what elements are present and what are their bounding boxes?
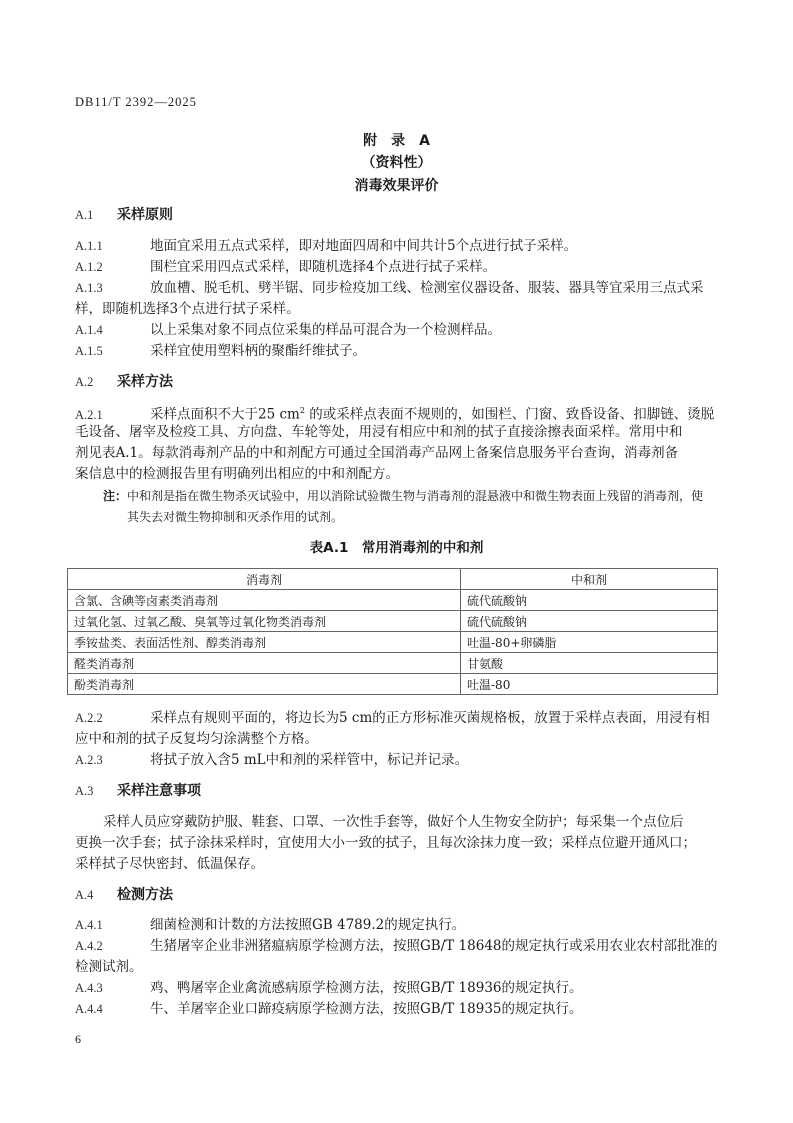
document-code-header: DB11/T 2392—2025 (75, 95, 197, 109)
clause-number: A.2.1 (75, 407, 103, 422)
table-title: 表A.1 常用消毒剂的中和剂 (309, 540, 484, 556)
clause-number: A.2.2 (75, 711, 103, 725)
clause-number: A.1.2 (75, 260, 103, 274)
table-cell: 吐温-80 (461, 674, 718, 695)
page-number: 6 (75, 1032, 81, 1046)
section-title: 采样注意事项 (117, 783, 201, 799)
superscript: 2 (299, 406, 305, 415)
clause-text: 围栏宜采用四点式采样，即随机选择4个点进行拭子采样。 (150, 259, 497, 275)
clause-text-continued: 毛设备、屠宰及检疫工具、方向盘、车轮等处，用浸有相应中和剂的拭子直接涂擦表面采样。常用中和 (75, 424, 683, 440)
clause-text: 将拭子放入含5 mL中和剂的采样管中，标记并记录。 (150, 752, 469, 768)
paragraph-line: 采样拭子尽快密封、低温保存。 (75, 856, 264, 872)
clause-number: A.1.3 (75, 281, 103, 295)
clause-a4-4 (75, 1000, 583, 1018)
section-number: A.4 (75, 888, 94, 902)
clause-a2-3 (75, 751, 468, 769)
clause-number: A.4.4 (75, 1002, 103, 1016)
table-cell: 过氧化氢、过氧乙酸、臭氧等过氧化物类消毒剂 (68, 611, 461, 632)
table-cell: 硫代硫酸钠 (461, 590, 718, 611)
clause-text-continued: 检测试剂。 (75, 959, 143, 975)
clause-text-continued: 应中和剂的拭子反复均匀涂满整个方格。 (75, 731, 318, 747)
clause-number: A.1.4 (75, 323, 103, 337)
clause-a4-2 (75, 937, 718, 955)
table-row (68, 632, 718, 653)
clause-a4-1 (75, 916, 465, 934)
clause-a1-3 (75, 279, 704, 297)
note-label: 注： (103, 489, 128, 503)
table-cell: 酚类消毒剂 (68, 674, 461, 695)
clause-text: 采样点有规则平面的，将边长为5 cm的正方形标准灭菌规格板，放置于采样点表面，用浸有相 (150, 710, 710, 726)
section-title: 采样原则 (117, 207, 173, 223)
table-row (68, 611, 718, 632)
table-cell: 硫代硫酸钠 (461, 611, 718, 632)
paragraph-line: 采样人员应穿戴防护服、鞋套、口罩、一次性手套等，做好个人生物安全防护；每采集一个点位后 (103, 814, 684, 830)
clause-text: 放血槽、脱毛机、劈半锯、同步检疫加工线、检测室仪器设备、服装、器具等宜采用三点式采 (150, 280, 704, 296)
column-header: 消毒剂 (68, 569, 461, 590)
clause-text: 以上采集对象不同点位采集的样品可混合为一个检测样品。 (150, 322, 501, 338)
section-a3-heading (75, 782, 201, 800)
table-row (68, 653, 718, 674)
clause-a1-2 (75, 258, 496, 276)
clause-text: 采样点面积不大于25 cm (150, 406, 300, 423)
table-cell: 吐温-80+卵磷脂 (461, 632, 718, 653)
annex-title: 附 录 A (363, 133, 430, 149)
neutralizer-table (67, 568, 718, 695)
clause-number: A.2.3 (75, 753, 103, 767)
note-text-continued: 其失去对微生物抑制和灭杀作用的试剂。 (127, 510, 344, 524)
clause-a1-4 (75, 321, 501, 339)
clause-text: 采样宜使用塑料柄的聚酯纤维拭子。 (150, 343, 366, 359)
clause-text-continued: 案信息中的检测报告里有明确列出相应的中和剂配方。 (75, 466, 399, 482)
table-cell: 醛类消毒剂 (68, 653, 461, 674)
section-number: A.3 (75, 784, 94, 798)
table-cell: 含氯、含碘等卤素类消毒剂 (68, 590, 461, 611)
section-a2-heading (75, 373, 173, 391)
table-header-row (68, 569, 718, 590)
note (103, 487, 703, 505)
clause-a1-5 (75, 342, 366, 360)
table-cell: 甘氨酸 (461, 653, 718, 674)
clause-a1-1 (75, 237, 577, 255)
section-a4-heading (75, 886, 173, 904)
section-a1-heading (75, 206, 173, 224)
column-header: 中和剂 (461, 569, 718, 590)
annex-type: （资料性） (361, 155, 432, 171)
clause-a2-1 (75, 402, 714, 424)
clause-number: A.1.1 (75, 239, 103, 253)
clause-text: 牛、羊屠宰企业口蹄疫病原学检测方法，按照GB/T 18935的规定执行。 (150, 1001, 583, 1017)
section-title: 采样方法 (117, 374, 173, 390)
clause-number: A.4.1 (75, 918, 103, 932)
annex-name: 消毒效果评价 (354, 178, 439, 194)
clause-text: 的或采样点表面不规则的，如围栏、门窗、致昏设备、扣脚链、烫脱 (304, 406, 715, 423)
clause-text: 生猪屠宰企业非洲猪瘟病原学检测方法，按照GB/T 18648的规定执行或采用农业农村部批准的 (150, 938, 718, 954)
clause-text: 地面宜采用五点式采样，即对地面四周和中间共计5个点进行拭子采样。 (150, 238, 578, 254)
table-row (68, 674, 718, 695)
table-row (68, 590, 718, 611)
paragraph-line: 更换一次手套；拭子涂抹采样时，宜使用大小一致的拭子，且每次涂抹力度一致；采样点位避开通风口； (75, 835, 696, 851)
section-number: A.1 (75, 208, 94, 222)
clause-a2-2 (75, 709, 710, 727)
clause-number: A.1.5 (75, 344, 103, 358)
section-number: A.2 (75, 375, 94, 389)
clause-text: 细菌检测和计数的方法按照GB 4789.2的规定执行。 (150, 917, 466, 933)
clause-text: 鸡、鸭屠宰企业禽流感病原学检测方法，按照GB/T 18936的规定执行。 (150, 980, 583, 996)
clause-text-continued: 剂见表A.1。每款消毒剂产品的中和剂配方可通过全国消毒产品网上备案信息服务平台查询，消毒剂备 (75, 445, 679, 461)
clause-number: A.4.3 (75, 981, 103, 995)
clause-a4-3 (75, 979, 583, 997)
section-title: 检测方法 (117, 887, 173, 903)
table-cell: 季铵盐类、表面活性剂、醇类消毒剂 (68, 632, 461, 653)
clause-text-continued: 样，即随机选择3个点进行拭子采样。 (75, 301, 300, 317)
clause-number: A.4.2 (75, 939, 103, 953)
note-text: 中和剂是指在微生物杀灭试验中，用以消除试验微生物与消毒剂的混悬液中和微生物表面上残留的消毒剂，使 (127, 489, 704, 503)
